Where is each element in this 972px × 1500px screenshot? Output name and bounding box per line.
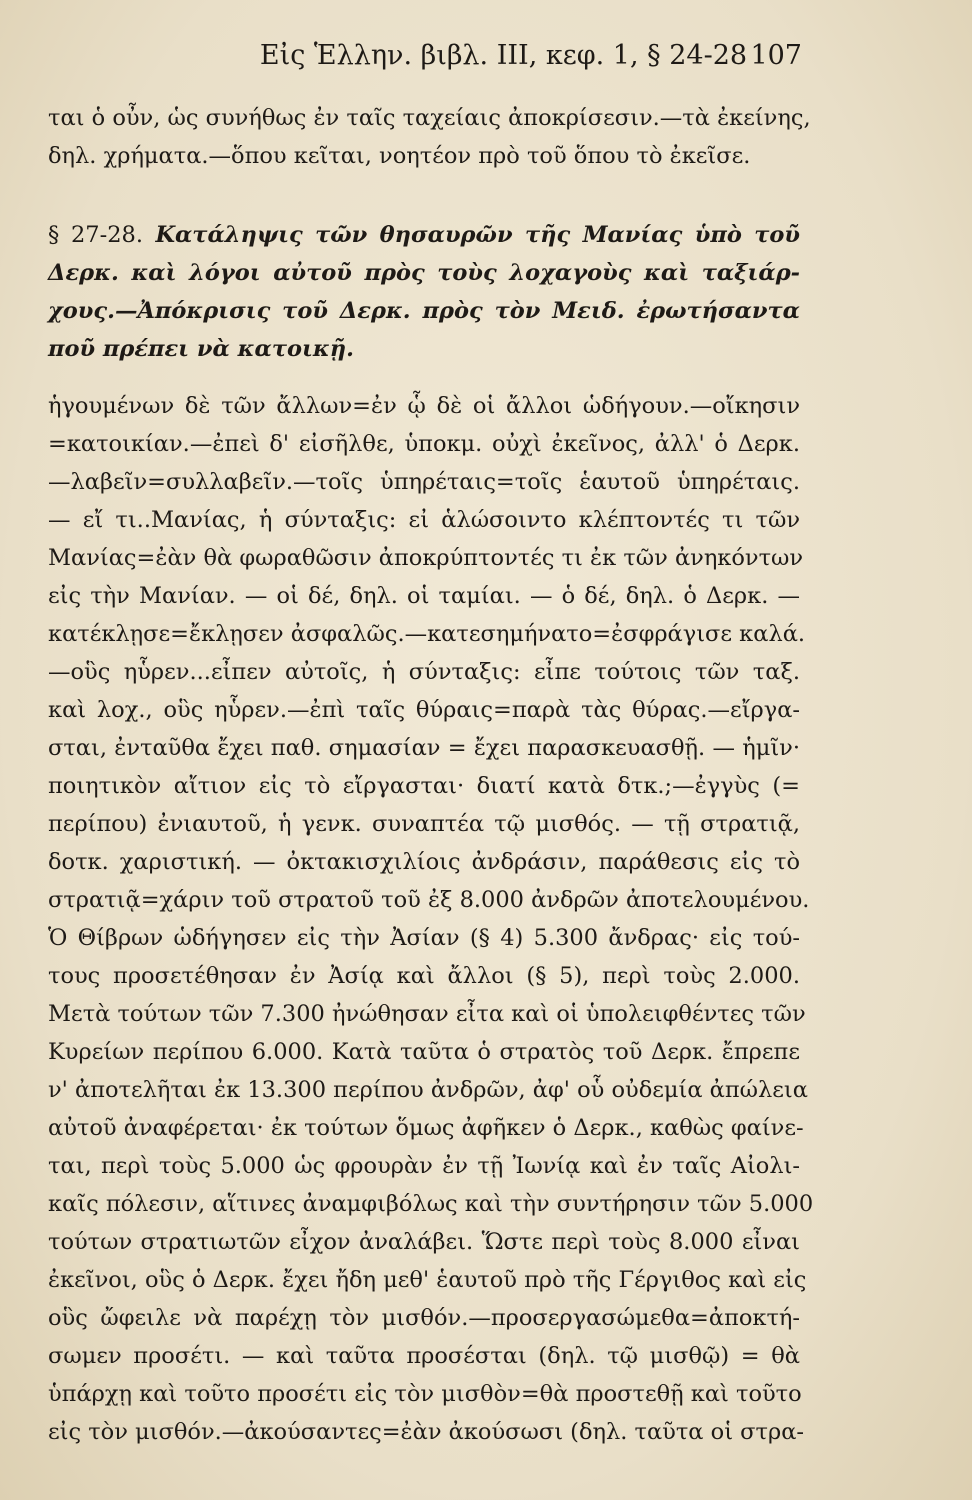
commentary-line: οὓς ὤφειλε νὰ παρέχῃ τὸν μισθόν.—προσεργασώμεθα=ἀποκτή- bbox=[48, 1305, 800, 1331]
section-heading-line-3: χους.—Ἀπόκρισις τοῦ Δερκ. πρὸς τὸν Μειδ. ἐρωτήσαντα bbox=[48, 298, 800, 324]
commentary-line: εἰς τὸν μισθόν.—ἀκούσαντες=ἐὰν ἀκούσωσι (δηλ. ταῦτα οἱ στρα- bbox=[48, 1419, 805, 1445]
commentary-line: περίπου) ἐνιαυτοῦ, ἡ γενκ. συναπτέα τῷ μισθός. — τῇ στρατιᾷ, bbox=[48, 811, 800, 837]
running-header: Εἰς Ἑλλην. βιβλ. ΙΙΙ, κεφ. 1, § 24-28 bbox=[259, 40, 748, 71]
commentary-line: σωμεν προσέτι. — καὶ ταῦτα προσέσται (δηλ. τῷ μισθῷ) = θὰ bbox=[48, 1343, 800, 1369]
commentary-line: ἐκεῖνοι, οὓς ὁ Δερκ. ἔχει ἤδη μεθ' ἑαυτοῦ πρὸ τῆς Γέργιθος καὶ εἰς bbox=[48, 1267, 807, 1293]
commentary-line: —οὓς ηὗρεν...εἶπεν αὐτοῖς, ἡ σύνταξις: εἶπε τούτοις τῶν ταξ. bbox=[48, 659, 800, 685]
commentary-line: ποιητικὸν αἴτιον εἰς τὸ εἴργασται· διατί κατὰ δτκ.;—ἐγγὺς (= bbox=[48, 773, 800, 799]
commentary-line: εἰς τὴν Μανίαν. — οἱ δέ, δηλ. οἱ ταμίαι. — ὁ δέ, δηλ. ὁ Δερκ. — bbox=[48, 583, 800, 609]
section-heading-line-4: ποῦ πρέπει νὰ κατοικῇ. bbox=[48, 336, 354, 362]
commentary-line: δοτκ. χαριστική. — ὀκτακισχιλίοις ἀνδράσιν, παράθεσις εἰς τὸ bbox=[48, 849, 800, 875]
section-heading-line-1 bbox=[48, 216, 800, 254]
commentary-line: ται, περὶ τοὺς 5.000 ὡς φρουρὰν ἐν τῇ Ἰωνίᾳ καὶ ἐν ταῖς Αἰολι- bbox=[48, 1153, 800, 1179]
commentary-line: τούτων στρατιωτῶν εἶχον ἀναλάβει. Ὥστε περὶ τοὺς 8.000 εἶναι bbox=[48, 1229, 800, 1255]
commentary-line: Ὁ Θίβρων ὡδήγησεν εἰς τὴν Ἀσίαν (§ 4) 5.300 ἄνδρας· εἰς τού- bbox=[48, 925, 800, 951]
commentary-line: Μετὰ τούτων τῶν 7.300 ἠνώθησαν εἶτα καὶ οἱ ὑπολειφθέντες τῶν bbox=[48, 1001, 806, 1027]
commentary-line: τους προσετέθησαν ἐν Ἀσίᾳ καὶ ἄλλοι (§ 5), περὶ τοὺς 2.000. bbox=[48, 963, 800, 989]
section-heading-text: Κατάληψις τῶν θησαυρῶν τῆς Μανίας ὑπὸ τοῦ bbox=[155, 222, 800, 248]
intro-line-2: δηλ. χρήματα.—ὅπου κεῖται, νοητέον πρὸ τοῦ ὅπου τὸ ἐκεῖσε. bbox=[48, 143, 751, 169]
commentary-line: στρατιᾷ=χάριν τοῦ στρατοῦ τοῦ ἐξ 8.000 ἀνδρῶν ἀποτελουμένου. bbox=[48, 887, 810, 913]
commentary-line: —λαβεῖν=συλλαβεῖν.—τοῖς ὑπηρέταις=τοῖς ἑαυτοῦ ὑπηρέταις. bbox=[48, 469, 800, 495]
commentary-line: ὑπάρχῃ καὶ τοῦτο προσέτι εἰς τὸν μισθὸν=θὰ προστεθῇ καὶ τοῦτο bbox=[48, 1381, 802, 1407]
commentary-line: ἡγουμένων δὲ τῶν ἄλλων=ἐν ᾧ δὲ οἱ ἄλλοι ὡδήγουν.—οἴκησιν bbox=[48, 393, 800, 419]
commentary-line: καῖς πόλεσιν, αἵτινες ἀναμφιβόλως καὶ τὴν συντήρησιν τῶν 5.000 bbox=[48, 1191, 814, 1217]
section-number: § 27-28. bbox=[48, 222, 144, 248]
intro-line-1: ται ὁ οὖν, ὡς συνήθως ἐν ταῖς ταχείαις ἀποκρίσεσιν.—τὰ ἐκείνης, bbox=[48, 105, 811, 131]
commentary-line: σται, ἐνταῦθα ἔχει παθ. σημασίαν = ἔχει παρασκευασθῇ. — ἡμῖν· bbox=[48, 735, 800, 761]
commentary-line: — εἴ τι..Μανίας, ἡ σύνταξις: εἰ ἁλώσοιντο κλέπτοντές τι τῶν bbox=[48, 507, 800, 533]
commentary-line: ν' ἀποτελῆται ἐκ 13.300 περίπου ἀνδρῶν, ἀφ' οὗ οὐδεμία ἀπώλεια bbox=[48, 1077, 808, 1103]
commentary-line: =κατοικίαν.—ἐπεὶ δ' εἰσῆλθε, ὑποκμ. οὐχὶ ἐκεῖνος, ἀλλ' ὁ Δερκ. bbox=[48, 431, 800, 457]
commentary-line: καὶ λοχ., οὓς ηὗρεν.—ἐπὶ ταῖς θύραις=παρὰ τὰς θύρας.—εἴργα- bbox=[48, 697, 800, 723]
commentary-line: αὐτοῦ ἀναφέρεται· ἐκ τούτων ὅμως ἀφῆκεν ὁ Δερκ., καθὼς φαίνε- bbox=[48, 1115, 804, 1141]
commentary-line: Κυρείων περίπου 6.000. Κατὰ ταῦτα ὁ στρατὸς τοῦ Δερκ. ἔπρεπε bbox=[48, 1039, 800, 1065]
commentary-line: Μανίας=ἐὰν θὰ φωραθῶσιν ἀποκρύπτοντές τι ἐκ τῶν ἀνηκόντων bbox=[48, 545, 804, 571]
section-heading-line-2: Δερκ. καὶ λόγοι αὐτοῦ πρὸς τοὺς λοχαγοὺς καὶ ταξιάρ- bbox=[48, 260, 800, 286]
commentary-line: κατέκλῃσε=ἔκλῃσεν ἀσφαλῶς.—κατεσημήνατο=ἐσφράγισε καλά. bbox=[48, 621, 806, 647]
page-number: 107 bbox=[750, 40, 802, 71]
